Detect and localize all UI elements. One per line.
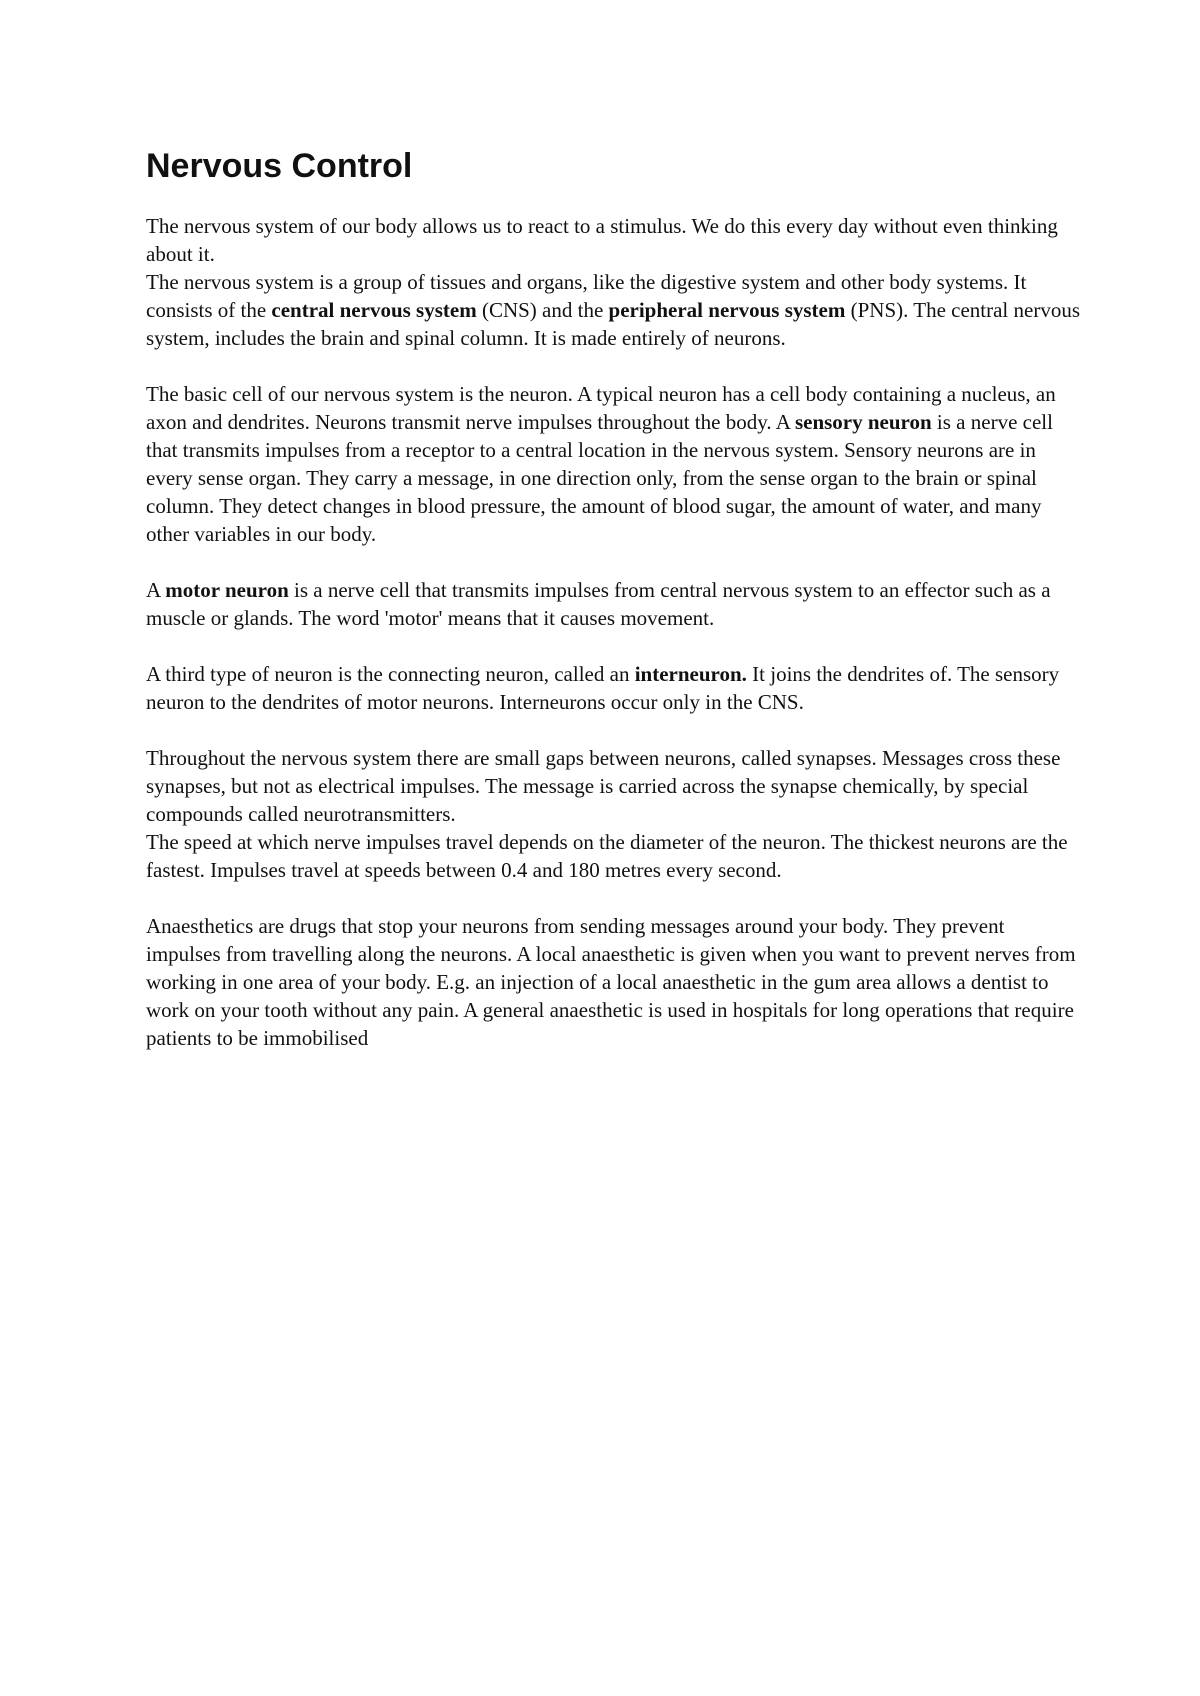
paragraph-nervous-system <box>146 268 1081 352</box>
paragraph-neuron <box>146 380 1081 548</box>
text-run: is a nerve cell that transmits impulses from a receptor to a central location in the nervous system. Sensory neurons are in every sense organ. They carry a message, in one direction only, from the sense organ to the brain or spinal column. They detect changes in blood pressure, the amount of blood sugar, the amount of water, and many other variables in our body. <box>146 410 1053 546</box>
term-central-nervous-system: central nervous system <box>271 298 477 322</box>
text-run: is a nerve cell that transmits impulses from central nervous system to an effector such as a muscle or glands. The word 'motor' means that it causes movement. <box>146 578 1051 630</box>
paragraph-anaesthetics: Anaesthetics are drugs that stop your neurons from sending messages around your body. They prevent impulses from travelling along the neurons. A local anaesthetic is given when you want to prevent nerves from working in one area of your body. E.g. an injection of a local anaesthetic in the gum area allows a dentist to work on your tooth without any pain. A general anaesthetic is used in hospitals for long operations that require patients to be immobilised <box>146 914 1076 1050</box>
text-run: (CNS) and the <box>476 298 609 322</box>
text-run: A <box>146 578 166 602</box>
term-interneuron: interneuron. <box>634 662 747 686</box>
text-run: It joins the dendrites of. The sensory neuron to the dendrites of motor neurons. Interneurons occur only in the CNS. <box>146 662 1060 714</box>
paragraph-interneuron <box>146 660 1081 716</box>
paragraph-motor-neuron <box>146 576 1081 632</box>
text-run: The nervous system is a group of tissues and organs, like the digestive system and other body systems. It consists of the <box>146 270 1027 322</box>
term-sensory-neuron: sensory neuron <box>794 410 932 434</box>
page-title: Nervous Control <box>146 147 413 185</box>
text-run: (PNS). The central nervous system, includes the brain and spinal column. It is made entirely of neurons. <box>146 298 1080 350</box>
term-motor-neuron: motor neuron <box>165 578 289 602</box>
text-run: The basic cell of our nervous system is the neuron. A typical neuron has a cell body containing a nucleus, an axon and dendrites. Neurons transmit nerve impulses throughout the body. A <box>146 382 1056 434</box>
text-run: A third type of neuron is the connecting neuron, called an <box>146 662 635 686</box>
document-body <box>146 146 1081 1080</box>
paragraph-synapses: Throughout the nervous system there are small gaps between neurons, called synapses. Messages cross these synapses, but not as electrical impulses. The message is carried across the synapse chemically, by special compounds called neurotransmitters. <box>146 746 1061 826</box>
term-peripheral-nervous-system: peripheral nervous system <box>608 298 846 322</box>
paragraph-intro: The nervous system of our body allows us to react to a stimulus. We do this every day without even thinking about it. <box>146 214 1058 266</box>
paragraph-impulse-speed: The speed at which nerve impulses travel depends on the diameter of the neuron. The thickest neurons are the fastest. Impulses travel at speeds between 0.4 and 180 metres every second. <box>146 830 1068 882</box>
